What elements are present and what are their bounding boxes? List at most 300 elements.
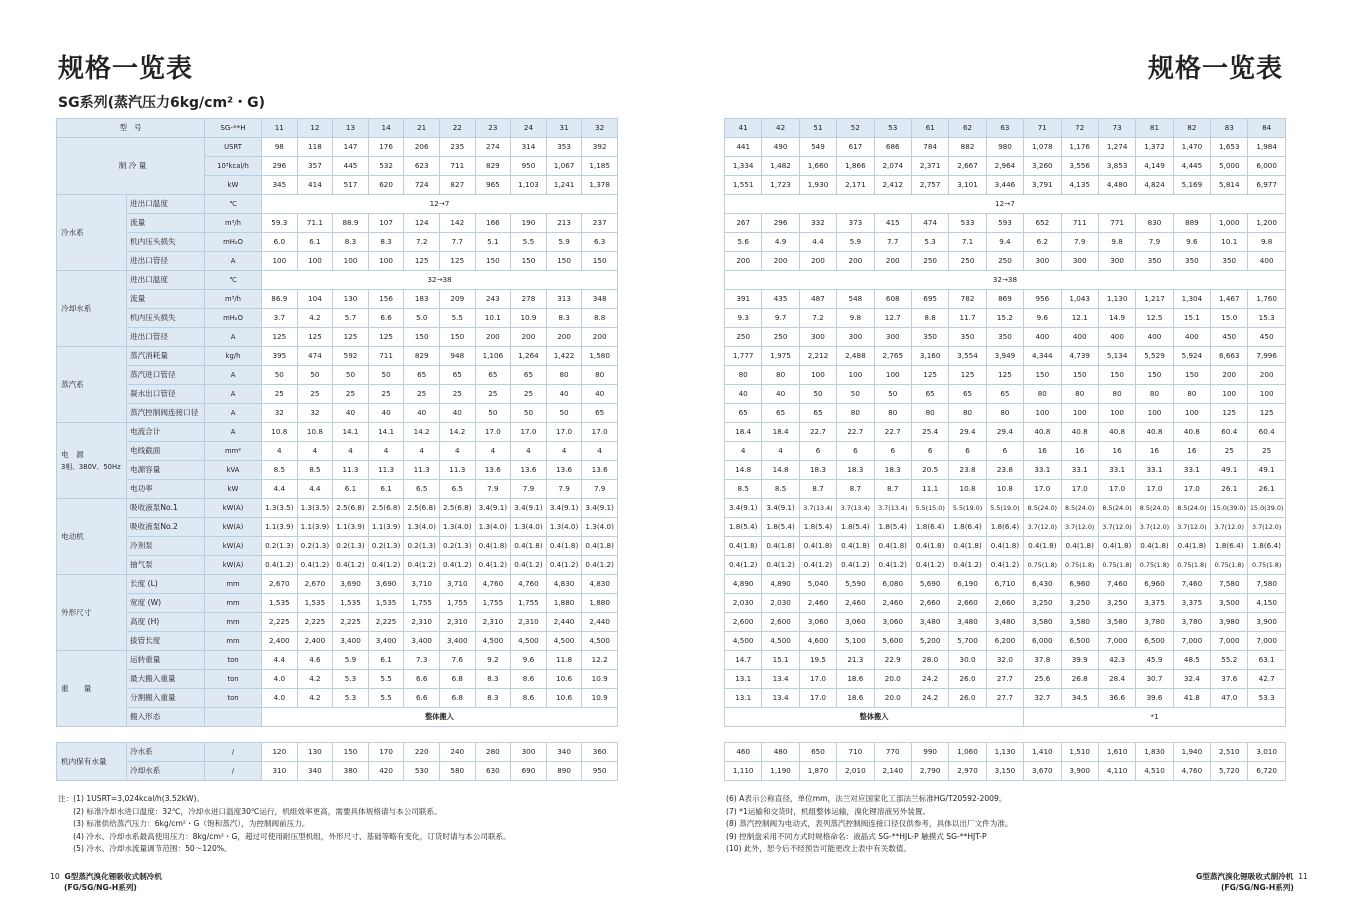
table-row <box>57 138 618 157</box>
value-cell: 100 <box>874 366 911 385</box>
value-cell: 435 <box>762 290 799 309</box>
value-cell: 3.7(12.0) <box>1098 518 1135 537</box>
value-cell: 0.75(1.8) <box>1098 556 1135 575</box>
table-row <box>57 233 618 252</box>
value-cell: 300 <box>874 328 911 347</box>
value-cell: 6.5 <box>404 480 440 499</box>
value-cell: 200 <box>1248 366 1285 385</box>
value-cell: 5,000 <box>1211 157 1248 176</box>
value-cell: 8.7 <box>874 480 911 499</box>
value-cell: 3,900 <box>1248 613 1285 632</box>
water-volume-table-right <box>724 742 1286 781</box>
value-cell: 6,720 <box>1248 762 1285 781</box>
unit-label: ton <box>205 651 262 670</box>
value-cell: 313 <box>546 290 582 309</box>
value-cell: 3,580 <box>1098 613 1135 632</box>
value-cell: 118 <box>297 138 333 157</box>
value-cell: 6.6 <box>404 689 440 708</box>
value-cell: 3,060 <box>799 613 836 632</box>
value-cell: 350 <box>1173 252 1210 271</box>
model-number: 21 <box>404 119 440 138</box>
value-cell: 32 <box>297 404 333 423</box>
value-cell: 7.9 <box>511 480 547 499</box>
value-cell: 2,225 <box>333 613 369 632</box>
value-cell: 0.4(1.8) <box>837 537 874 556</box>
value-cell: 3.7(12.0) <box>1173 518 1210 537</box>
water-volume-table-left <box>56 742 618 781</box>
value-cell: 88.9 <box>333 214 369 233</box>
value-cell: 40 <box>546 385 582 404</box>
value-cell: 0.4(1.2) <box>475 556 511 575</box>
value-cell: 3,580 <box>1061 613 1098 632</box>
value-cell: 7.9 <box>546 480 582 499</box>
table-row <box>57 556 618 575</box>
value-cell: 1.3(3.5) <box>297 499 333 518</box>
table-row <box>57 499 618 518</box>
table-row <box>725 762 1286 781</box>
value-cell: 1,422 <box>546 347 582 366</box>
value-cell: 1,580 <box>582 347 618 366</box>
value-cell: 1,106 <box>475 347 511 366</box>
value-cell: 13.1 <box>725 689 762 708</box>
value-cell: 4.2 <box>297 309 333 328</box>
value-cell: 6 <box>911 442 948 461</box>
value-cell: 50 <box>475 404 511 423</box>
value-cell: 200 <box>799 252 836 271</box>
value-cell: 480 <box>762 743 799 762</box>
value-cell: 4,445 <box>1173 157 1210 176</box>
value-cell: 5.5 <box>439 309 475 328</box>
value-cell: 18.3 <box>799 461 836 480</box>
value-cell: 13.1 <box>725 670 762 689</box>
value-cell: 373 <box>837 214 874 233</box>
value-cell: 6.0 <box>262 233 298 252</box>
value-cell: 28.0 <box>911 651 948 670</box>
value-cell: 8.8 <box>911 309 948 328</box>
value-cell: 2,510 <box>1211 743 1248 762</box>
spec-item-label: 机内压头损失 <box>127 233 205 252</box>
value-cell: 1,103 <box>511 176 547 195</box>
value-cell: 12.7 <box>874 309 911 328</box>
table-row <box>57 309 618 328</box>
value-cell: 16 <box>1061 442 1098 461</box>
value-cell: 6.1 <box>333 480 369 499</box>
value-cell: 8.8 <box>582 309 618 328</box>
value-cell: 32.4 <box>1173 670 1210 689</box>
value-cell: 4,500 <box>475 632 511 651</box>
table-row <box>725 632 1286 651</box>
value-cell: 3,480 <box>949 613 986 632</box>
value-cell: 0.4(1.2) <box>333 556 369 575</box>
value-cell: 6.5 <box>439 480 475 499</box>
value-cell: 2.5(6.8) <box>439 499 475 518</box>
value-cell: 2,074 <box>874 157 911 176</box>
value-cell: 65 <box>986 385 1023 404</box>
value-cell: 8.5 <box>262 461 298 480</box>
footer-left <box>50 871 162 893</box>
unit-label: kW <box>205 480 262 499</box>
value-cell: 460 <box>725 743 762 762</box>
value-cell: 4.4 <box>262 480 298 499</box>
value-cell: 380 <box>333 762 369 781</box>
value-cell: 65 <box>911 385 948 404</box>
table-header-row <box>57 119 618 138</box>
spec-item-label: 蒸汽控制阀连接口径 <box>127 404 205 423</box>
value-cell: 830 <box>1136 214 1173 233</box>
value-cell: 6 <box>837 442 874 461</box>
value-cell: 2.5(6.8) <box>368 499 404 518</box>
table-row <box>57 461 618 480</box>
value-cell: 86.9 <box>262 290 298 309</box>
unit-label: kg/h <box>205 347 262 366</box>
value-cell: 1,551 <box>725 176 762 195</box>
value-cell: 1,535 <box>333 594 369 613</box>
value-cell: 10.8 <box>297 423 333 442</box>
value-cell: 5,814 <box>1211 176 1248 195</box>
value-cell: 0.4(1.8) <box>1024 537 1061 556</box>
value-cell: 630 <box>475 762 511 781</box>
value-cell: 350 <box>1136 252 1173 271</box>
value-cell: 1,755 <box>475 594 511 613</box>
value-cell: 2,140 <box>874 762 911 781</box>
value-cell: 1,000 <box>1211 214 1248 233</box>
value-cell: 6,200 <box>986 632 1023 651</box>
model-number: 12 <box>297 119 333 138</box>
merged-value: *1 <box>1024 708 1286 727</box>
value-cell: 26.0 <box>949 689 986 708</box>
page-number-left: 10 <box>50 872 60 881</box>
value-cell: 296 <box>262 157 298 176</box>
model-number: 24 <box>511 119 547 138</box>
value-cell: 2,310 <box>475 613 511 632</box>
value-cell: 2,212 <box>799 347 836 366</box>
value-cell: 13.6 <box>546 461 582 480</box>
value-cell: 39.6 <box>1136 689 1173 708</box>
note: (3) 标准供给蒸汽压力：6kg/cm²・G（饱和蒸汽），为控制阀前压力。 <box>58 819 310 829</box>
value-cell: 14.8 <box>762 461 799 480</box>
value-cell: 2,030 <box>762 594 799 613</box>
unit-label: kW <box>205 176 262 195</box>
value-cell: 7,460 <box>1098 575 1135 594</box>
table-row <box>725 499 1286 518</box>
value-cell: 150 <box>582 252 618 271</box>
value-cell: 5,200 <box>911 632 948 651</box>
value-cell: 4.0 <box>262 689 298 708</box>
notes-right <box>726 793 1013 856</box>
merged-value: 12→7 <box>725 195 1286 214</box>
value-cell: 1,274 <box>1098 138 1135 157</box>
unit-label: ℃ <box>205 271 262 290</box>
value-cell: 1,777 <box>725 347 762 366</box>
value-cell: 6,000 <box>1024 632 1061 651</box>
value-cell: 100 <box>1098 404 1135 423</box>
unit-label: kW(A) <box>205 518 262 537</box>
value-cell: 80 <box>874 404 911 423</box>
value-cell: 250 <box>949 252 986 271</box>
table-row <box>57 670 618 689</box>
value-cell: 3.7(12.0) <box>1211 518 1248 537</box>
value-cell: 17.0 <box>546 423 582 442</box>
value-cell: 4.2 <box>297 689 333 708</box>
value-cell: 592 <box>333 347 369 366</box>
value-cell: 4 <box>333 442 369 461</box>
value-cell: 24.2 <box>911 689 948 708</box>
value-cell: 18.3 <box>874 461 911 480</box>
unit-label: A <box>205 404 262 423</box>
note: (7) *1运输和交货时，机组整体运输，溴化锂溶液另外装置。 <box>726 806 931 816</box>
value-cell: 3.4(9.1) <box>475 499 511 518</box>
value-cell: 350 <box>986 328 1023 347</box>
value-cell: 250 <box>911 252 948 271</box>
value-cell: 4,510 <box>1136 762 1173 781</box>
value-cell: 8.5 <box>297 461 333 480</box>
value-cell: 340 <box>546 743 582 762</box>
value-cell: 0.4(1.2) <box>799 556 836 575</box>
spec-item-label: 冷却水系 <box>127 762 205 781</box>
value-cell: 150 <box>1024 366 1061 385</box>
value-cell: 517 <box>333 176 369 195</box>
value-cell: 125 <box>439 252 475 271</box>
value-cell: 17.0 <box>1061 480 1098 499</box>
note: 注：(1) 1USRT=3,024kcal/h(3.52kW)。 <box>58 794 205 803</box>
value-cell: 2,440 <box>582 613 618 632</box>
value-cell: 348 <box>582 290 618 309</box>
value-cell: 3.4(9.1) <box>725 499 762 518</box>
value-cell: 37.6 <box>1211 670 1248 689</box>
value-cell: 1,866 <box>837 157 874 176</box>
value-cell: 60.4 <box>1248 423 1285 442</box>
note: (8) 蒸汽控制阀为电动式，表列蒸汽控制阀连接口径仅供参考，具体以出厂文件为准。 <box>726 819 1013 829</box>
value-cell: 5.5(19.0) <box>986 499 1023 518</box>
value-cell: 8.5(24.0) <box>1024 499 1061 518</box>
unit-label: kW(A) <box>205 556 262 575</box>
spec-item-label: 蒸汽进口管径 <box>127 366 205 385</box>
value-cell: 100 <box>799 366 836 385</box>
table-row <box>725 347 1286 366</box>
table-row <box>57 594 618 613</box>
value-cell: 0.2(1.3) <box>404 537 440 556</box>
page-title-right: 规格一览表 <box>1148 54 1284 84</box>
value-cell: 395 <box>262 347 298 366</box>
value-cell: 7.9 <box>1061 233 1098 252</box>
value-cell: 0.4(1.2) <box>949 556 986 575</box>
table-row <box>57 575 618 594</box>
unit-label: kW(A) <box>205 537 262 556</box>
value-cell: 17.0 <box>475 423 511 442</box>
footer-series-line: (FG/SG/NG-H系列) <box>64 883 137 892</box>
value-cell: 4.4 <box>799 233 836 252</box>
value-cell: 1,653 <box>1211 138 1248 157</box>
model-number: 71 <box>1024 119 1061 138</box>
unit-label: m³/h <box>205 290 262 309</box>
value-cell: 6.6 <box>368 309 404 328</box>
value-cell: 80 <box>911 404 948 423</box>
value-cell: 2,400 <box>297 632 333 651</box>
value-cell: 770 <box>874 743 911 762</box>
value-cell: 200 <box>546 328 582 347</box>
table-row <box>725 271 1286 290</box>
value-cell: 8.5(24.0) <box>1173 499 1210 518</box>
value-cell: 13.6 <box>582 461 618 480</box>
value-cell: 80 <box>1098 385 1135 404</box>
table-row <box>725 708 1286 727</box>
value-cell: 237 <box>582 214 618 233</box>
value-cell: 150 <box>546 252 582 271</box>
model-number: 13 <box>333 119 369 138</box>
value-cell: 2,600 <box>725 613 762 632</box>
value-cell: 7,000 <box>1173 632 1210 651</box>
value-cell: 33.1 <box>1098 461 1135 480</box>
value-cell: 2,225 <box>262 613 298 632</box>
value-cell: 11.3 <box>368 461 404 480</box>
value-cell: 12.1 <box>1061 309 1098 328</box>
value-cell: 6.1 <box>368 480 404 499</box>
value-cell: 50 <box>297 366 333 385</box>
value-cell: 724 <box>404 176 440 195</box>
value-cell: 8.5(24.0) <box>1136 499 1173 518</box>
value-cell: 1.8(5.4) <box>725 518 762 537</box>
value-cell: 1,470 <box>1173 138 1210 157</box>
value-cell: 5,134 <box>1098 347 1135 366</box>
value-cell: 711 <box>439 157 475 176</box>
value-cell: 490 <box>762 138 799 157</box>
value-cell: 2,488 <box>837 347 874 366</box>
value-cell: 690 <box>511 762 547 781</box>
value-cell: 2,225 <box>297 613 333 632</box>
value-cell: 300 <box>1098 252 1135 271</box>
value-cell: 4,739 <box>1061 347 1098 366</box>
value-cell: 156 <box>368 290 404 309</box>
table-row <box>725 556 1286 575</box>
model-number: 62 <box>949 119 986 138</box>
value-cell: 7,996 <box>1248 347 1285 366</box>
value-cell: 827 <box>439 176 475 195</box>
value-cell: 22.7 <box>837 423 874 442</box>
value-cell: 53.3 <box>1248 689 1285 708</box>
spec-item-label: 吸收液泵No.1 <box>127 499 205 518</box>
value-cell: 250 <box>725 328 762 347</box>
value-cell: 71.1 <box>297 214 333 233</box>
value-cell: 40 <box>725 385 762 404</box>
value-cell: 250 <box>762 328 799 347</box>
spec-item-label: 吸收液泵No.2 <box>127 518 205 537</box>
unit-label: mm <box>205 613 262 632</box>
value-cell: 1.3(4.0) <box>546 518 582 537</box>
value-cell: 125 <box>911 366 948 385</box>
value-cell: 5,590 <box>837 575 874 594</box>
value-cell: 3,101 <box>949 176 986 195</box>
value-cell: 7.6 <box>439 651 475 670</box>
value-cell: 30.7 <box>1136 670 1173 689</box>
value-cell: 8.3 <box>475 689 511 708</box>
value-cell: 11.1 <box>911 480 948 499</box>
value-cell: 150 <box>1061 366 1098 385</box>
value-cell: 6,430 <box>1024 575 1061 594</box>
value-cell: 125 <box>368 328 404 347</box>
value-cell: 25 <box>475 385 511 404</box>
unit-label: mm² <box>205 442 262 461</box>
value-cell: 4.2 <box>297 670 333 689</box>
table-row <box>57 762 618 781</box>
value-cell: 5,040 <box>799 575 836 594</box>
value-cell: 0.4(1.8) <box>1173 537 1210 556</box>
value-cell: 60.4 <box>1211 423 1248 442</box>
value-cell: 17.0 <box>799 670 836 689</box>
value-cell: 3,980 <box>1211 613 1248 632</box>
value-cell: 711 <box>368 347 404 366</box>
value-cell: 300 <box>1024 252 1061 271</box>
value-cell: 1,264 <box>511 347 547 366</box>
unit-label <box>205 708 262 727</box>
value-cell: 686 <box>874 138 911 157</box>
value-cell: 3,446 <box>986 176 1023 195</box>
table-row <box>57 290 618 309</box>
unit-label: ℃ <box>205 195 262 214</box>
value-cell: 4,600 <box>799 632 836 651</box>
table-row <box>57 708 618 727</box>
value-cell: 0.4(1.2) <box>297 556 333 575</box>
value-cell: 2.5(6.8) <box>404 499 440 518</box>
note: (2) 标准冷却水进口温度：32℃，冷却水进口温度30℃运行，机组效率更高，需要具体规格请与本公司联系。 <box>58 806 442 816</box>
value-cell: 1,467 <box>1211 290 1248 309</box>
value-cell: 65 <box>511 366 547 385</box>
value-cell: 3,480 <box>986 613 1023 632</box>
value-cell: 0.4(1.8) <box>582 537 618 556</box>
unit-label: / <box>205 762 262 781</box>
value-cell: 0.2(1.3) <box>262 537 298 556</box>
value-cell: 4,110 <box>1098 762 1135 781</box>
value-cell: 33.1 <box>1136 461 1173 480</box>
model-number: 31 <box>546 119 582 138</box>
table-row <box>57 651 618 670</box>
value-cell: 0.75(1.8) <box>1173 556 1210 575</box>
table-row <box>57 214 618 233</box>
value-cell: 1.8(5.4) <box>874 518 911 537</box>
value-cell: 125 <box>949 366 986 385</box>
value-cell: 2,667 <box>949 157 986 176</box>
value-cell: 400 <box>1061 328 1098 347</box>
value-cell: 1.8(6.4) <box>949 518 986 537</box>
model-number: 72 <box>1061 119 1098 138</box>
model-number: 41 <box>725 119 762 138</box>
value-cell: 980 <box>986 138 1023 157</box>
value-cell: 80 <box>1173 385 1210 404</box>
merged-value: 32→38 <box>262 271 618 290</box>
value-cell: 22.7 <box>874 423 911 442</box>
value-cell: 80 <box>725 366 762 385</box>
value-cell: 0.4(1.2) <box>986 556 1023 575</box>
value-cell: 200 <box>511 328 547 347</box>
table-row <box>57 518 618 537</box>
value-cell: 474 <box>911 214 948 233</box>
unit-label: / <box>205 743 262 762</box>
value-cell: 4 <box>368 442 404 461</box>
value-cell: 9.8 <box>1098 233 1135 252</box>
value-cell: 49.1 <box>1248 461 1285 480</box>
value-cell: 2,600 <box>762 613 799 632</box>
table-row <box>725 651 1286 670</box>
value-cell: 4 <box>511 442 547 461</box>
value-cell: 100 <box>333 252 369 271</box>
value-cell: 7.9 <box>582 480 618 499</box>
table-row <box>725 385 1286 404</box>
model-number: 42 <box>762 119 799 138</box>
value-cell: 150 <box>333 743 369 762</box>
value-cell: 3.7(12.0) <box>1061 518 1098 537</box>
value-cell: 5,529 <box>1136 347 1173 366</box>
table-row <box>57 613 618 632</box>
table-row <box>725 743 1286 762</box>
